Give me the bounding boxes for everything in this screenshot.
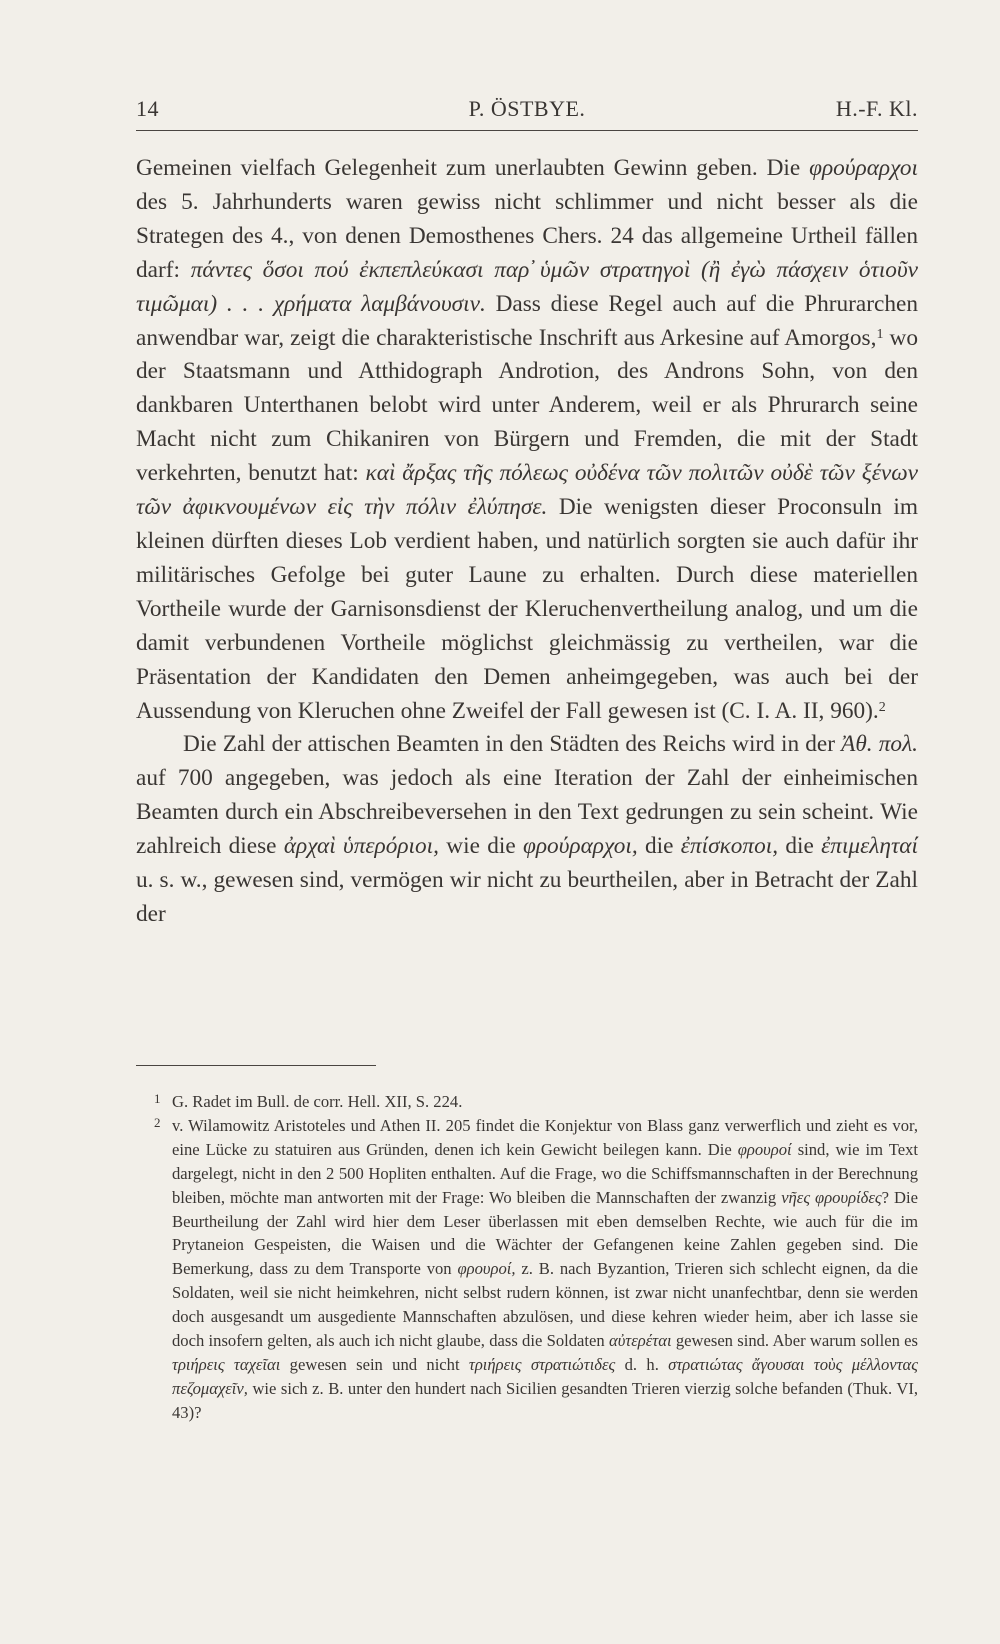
greek-quotation: φρουροί, [457,1259,516,1279]
greek-quotation: φρούραρχοι [809,155,918,181]
text-run: Die Zahl der attischen Beamten in den Städten des Reichs wird in der [183,731,842,758]
greek-quotation: τριήρεις στρατιώτιδες [468,1354,616,1374]
footnote-reference: 1 [876,326,884,342]
footnote-number: 1 [154,1091,161,1106]
text-run: des 5. Jahrhunderts waren gewiss nicht schlimmer und nicht besser als die Strategen des 4., von denen Demosthenes Chers. 24 das allgemeine Urtheil fällen darf: [136,188,918,283]
greek-quotation: τριήρεις ταχεῖαι [172,1354,281,1374]
footnote-rule [136,1065,376,1066]
text-run: die [637,833,681,860]
text-run: wie sich z. B. unter den hundert nach Sicilien gesandten Trieren vierzig solche befanden (Thuk. VI, 43)? [172,1378,918,1422]
greek-quotation: φρούραρχοι, [522,833,638,860]
footnote-text [172,1092,462,1111]
text-run: gewesen sein und nicht [280,1354,469,1374]
greek-quotation: ἐπιμεληταί [821,833,918,860]
paragraph-2 [136,728,918,931]
greek-quotation: Ἀθ. πολ. [841,731,918,758]
text-run: z. B. nach Byzantion, Trieren sich schlecht eignen, da die Soldaten, weil sie nicht heimkehren, nicht selbst rudern können, ist zwar nicht unanfechtbar, denn sie werden doch ausgesandt um ausgediente Mannschaften abzulösen, und diese kehren wieder heim, aber ich lasse sie doch insofern gelten, als auch ich nicht glaube, dass die Soldaten [172,1259,918,1351]
footnote-1 [136,1090,918,1114]
footnotes [136,1090,918,1425]
greek-quotation: πάντες ὅσοι πού ἐκπεπλεύκασι παρ̕ ὑμῶν στρατηγοὶ (ἢ ἐγὼ πάσχειν ὁτιοῦν τιμῶμαι) . . . χρήματα λαμβάνουσιν. [136,256,918,317]
text-run: ? Die Beurtheilung der Zahl wird hier dem Leser überlassen mit eben demselben Rechte, wie auch für die im Prytaneion Gespeisten, die Waisen und die Wächter der Gefangenen keine Zahlen gegeben sind. Die Bemerkung, dass zu dem Transporte von [172,1187,918,1279]
text-run: die [778,833,822,860]
greek-quotation: ἀρχαὶ ὑπερόριοι, [283,833,439,860]
text-run: Die wenigsten dieser Proconsuln im kleinen dürften dieses Lob verdient haben, und natürlich sorgten sie auch dafür ihr militärisches Gefolge bei guter Laune zu erhalten. Durch diese materiellen Vortheile wurde der Garnisonsdienst der Kleruchenvertheilung analog, und um die damit verbundenen Vortheile möglichst gleichmässig zu vertheilen, war die Präsentation der Kandidaten den Demen anheimgegeben, was auch bei der Aussendung von Kleruchen ohne Zweifel der Fall gewesen ist (C. I. A. II, 960). [136,494,918,724]
greek-quotation: καὶ ἄρξας τῆς πόλεως οὐδένα τῶν πολιτῶν οὐδὲ τῶν ξένων τῶν ἀφικνουμένων εἰς τὴν πόλιν ἐλύπησε. [136,460,918,521]
greek-quotation: ἐπίσκοποι, [680,833,779,860]
running-header [136,96,918,126]
text-run: gewesen sind. Aber warum sollen es [671,1331,919,1351]
running-author: P. ÖSTBYE. [468,96,586,121]
text-run: auf 700 angegeben, was jedoch als eine Iteration der Zahl der einheimischen Beamten durch ein Abschreibeversehen in den Text gedrungen zu sein scheint. Wie zahlreich diese [136,765,918,860]
footnote-text [172,1116,918,1422]
paragraph-1 [136,152,918,728]
text-run: v. Wilamowitz Aristoteles und Athen II. 205 findet die Konjektur von Blass ganz verwerflich und zieht es vor, eine Lücke zu statuiren aus Gründen, denen ich kein Gewicht beilegen kann. Die [172,1115,918,1159]
text-run: Dass diese Regel auch auf die Phrurarchen anwendbar war, zeigt die charakteristische Inschrift aus Arkesine auf Amorgos, [136,290,918,351]
greek-quotation: αὐτερέται [608,1331,672,1351]
greek-quotation: στρατιώτας ἄγουσαι τοὺς μέλλοντας πεζομαχεῖν, [172,1354,918,1398]
text-run: wie die [438,833,523,860]
text-run: u. s. w., gewesen sind, vermögen wir nicht zu beurtheilen, aber in Betracht der Zahl der [136,867,918,927]
footnote-2 [136,1114,918,1425]
page-number: 14 [136,96,159,121]
greek-quotation: φρουροί [737,1139,792,1159]
header-rule [136,130,918,131]
greek-quotation: νῆες φρουρίδες [781,1187,882,1207]
text-run: Gemeinen vielfach Gelegenheit zum unerlaubten Gewinn geben. Die [136,155,810,181]
text-run: sind, wie im Text dargelegt, nicht in den 2 500 Hopliten enthalten. Auf die Frage, wo die Schiffsmannschaften in der Berechnung bleiben, möchte man antworten mit der Frage: Wo bleiben die Mannschaften der zwanzig [172,1139,918,1207]
footnote-reference: 2 [878,699,886,715]
text-run: G. Radet im Bull. de corr. Hell. XII, S. 224. [172,1092,463,1111]
text-run: d. h. [615,1354,669,1374]
text-run: wo der Staatsmann und Atthidograph Androtion, des Androns Sohn, von den dankbaren Unterthanen belobt wird unter Anderem, weil er als Phrurarch seine Macht nicht zum Chikaniren von Bürgern und Fremden, die mit der Stadt verkehrten, benutzt hat: [136,324,918,487]
footnote-number: 2 [154,1114,161,1130]
running-section: H.-F. Kl. [835,96,918,121]
main-text [136,152,918,932]
